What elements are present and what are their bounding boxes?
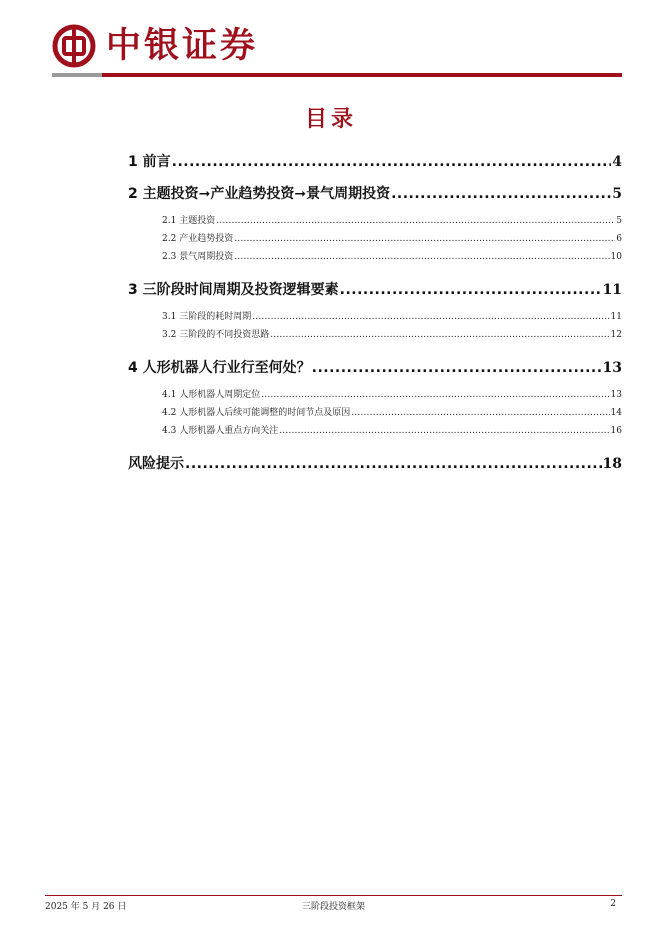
toc-entry-text: 人形机器人行业行至何处？ [142,360,311,376]
toc-subentry-page: 16 [610,426,622,436]
page-header [0,0,662,80]
toc-entry-label [128,356,311,380]
toc-subentry-page: 11 [610,312,622,322]
toc-subentry[interactable] [128,386,622,404]
brand-logo [52,24,258,68]
dot-leader [172,150,612,174]
toc-subentry-page: 12 [610,330,622,340]
footer-doc-title: 三阶段投资框架 [301,902,365,912]
toc-subentry-label [162,386,260,404]
page-footer [45,899,622,913]
toc-entry-text: 三阶段时间周期及投资逻辑要素 [142,282,339,298]
dot-leader [185,452,602,476]
toc-subentry-text: 景气周期投资 [179,252,234,262]
toc-entry-text: 风险提示 [128,456,184,472]
toc-subentry-label [162,326,269,344]
toc-entry[interactable] [128,278,622,302]
toc-entry-number: 3 [128,282,138,298]
toc-entry[interactable] [128,150,622,174]
toc-subentry-text: 人形机器人后续可能调整的时间节点及原因 [179,408,351,418]
toc-subentry-text: 产业趋势投资 [179,234,234,244]
toc-subentry[interactable] [128,422,622,440]
toc-subentry[interactable] [128,404,622,422]
toc-entry[interactable] [128,182,622,206]
toc-entry-label [128,150,171,174]
toc-entry-page: 5 [612,186,622,202]
toc-entry-text: 主题投资➞产业趋势投资➞景气周期投资 [142,186,391,202]
dot-leader [340,278,602,302]
dot-leader [234,248,609,266]
brand-name: 中银证券 [106,25,259,66]
toc-subentry[interactable] [128,230,622,248]
toc-subentry-text: 三阶段的不同投资思路 [179,330,270,340]
dot-leader [351,404,609,422]
toc-subentry-number: 4.3 [162,426,177,436]
table-of-contents [128,150,622,476]
dot-leader [261,386,609,404]
toc-entry-text: 前言 [142,154,171,170]
toc-subentry-page: 10 [610,252,622,262]
toc-entry-label [128,278,339,302]
bank-of-china-logo-icon [52,24,96,68]
dot-leader [312,356,602,380]
toc-subentry-page: 5 [616,216,622,226]
toc-subentry-number: 2.2 [162,234,177,244]
toc-subentry-label [162,404,350,422]
toc-entry-label [128,182,390,206]
footer-page-number: 2 [610,899,616,909]
toc-entry-number: 2 [128,186,138,202]
toc-entry-page: 13 [602,360,622,376]
dot-leader [391,182,611,206]
toc-entry-number: 1 [128,154,138,170]
toc-subentry-number: 3.1 [162,312,177,322]
toc-subentry-label [162,212,215,230]
toc-subentry-number: 2.1 [162,216,177,226]
dot-leader [216,212,615,230]
dot-leader [270,326,609,344]
toc-subentry-text: 人形机器人重点方向关注 [179,426,279,436]
toc-entry[interactable] [128,452,622,476]
toc-entry[interactable] [128,356,622,380]
toc-entry-number: 4 [128,360,138,376]
toc-subentry[interactable] [128,326,622,344]
toc-subentry-page: 14 [610,408,622,418]
toc-subentry-number: 4.2 [162,408,177,418]
toc-subentry[interactable] [128,248,622,266]
toc-subentry-page: 13 [610,390,622,400]
toc-entry-page: 18 [602,456,622,472]
footer-rule [45,895,622,896]
toc-subentry-label [162,248,233,266]
toc-subentry-number: 4.1 [162,390,177,400]
toc-subentry[interactable] [128,212,622,230]
toc-entry-page: 11 [602,282,622,298]
dot-leader [234,230,615,248]
header-rule-gray [52,73,102,77]
toc-title: 目录 [304,107,357,132]
toc-subentry-text: 主题投资 [179,216,216,226]
toc-subentry-page: 6 [616,234,622,244]
footer-date: 2025 年 5 月 26 日 [45,902,127,912]
toc-subentry-number: 3.2 [162,330,177,340]
toc-subentry-text: 三阶段的耗时周期 [179,312,252,322]
toc-subentry-number: 2.3 [162,252,177,262]
toc-subentry-label [162,230,233,248]
dot-leader [279,422,609,440]
toc-subentry-text: 人形机器人周期定位 [179,390,261,400]
toc-subentry-label [162,308,251,326]
dot-leader [252,308,609,326]
header-rule-red [102,73,622,77]
toc-subentry-label [162,422,278,440]
toc-subentry[interactable] [128,308,622,326]
toc-entry-label [128,452,184,476]
toc-entry-page: 4 [612,154,622,170]
